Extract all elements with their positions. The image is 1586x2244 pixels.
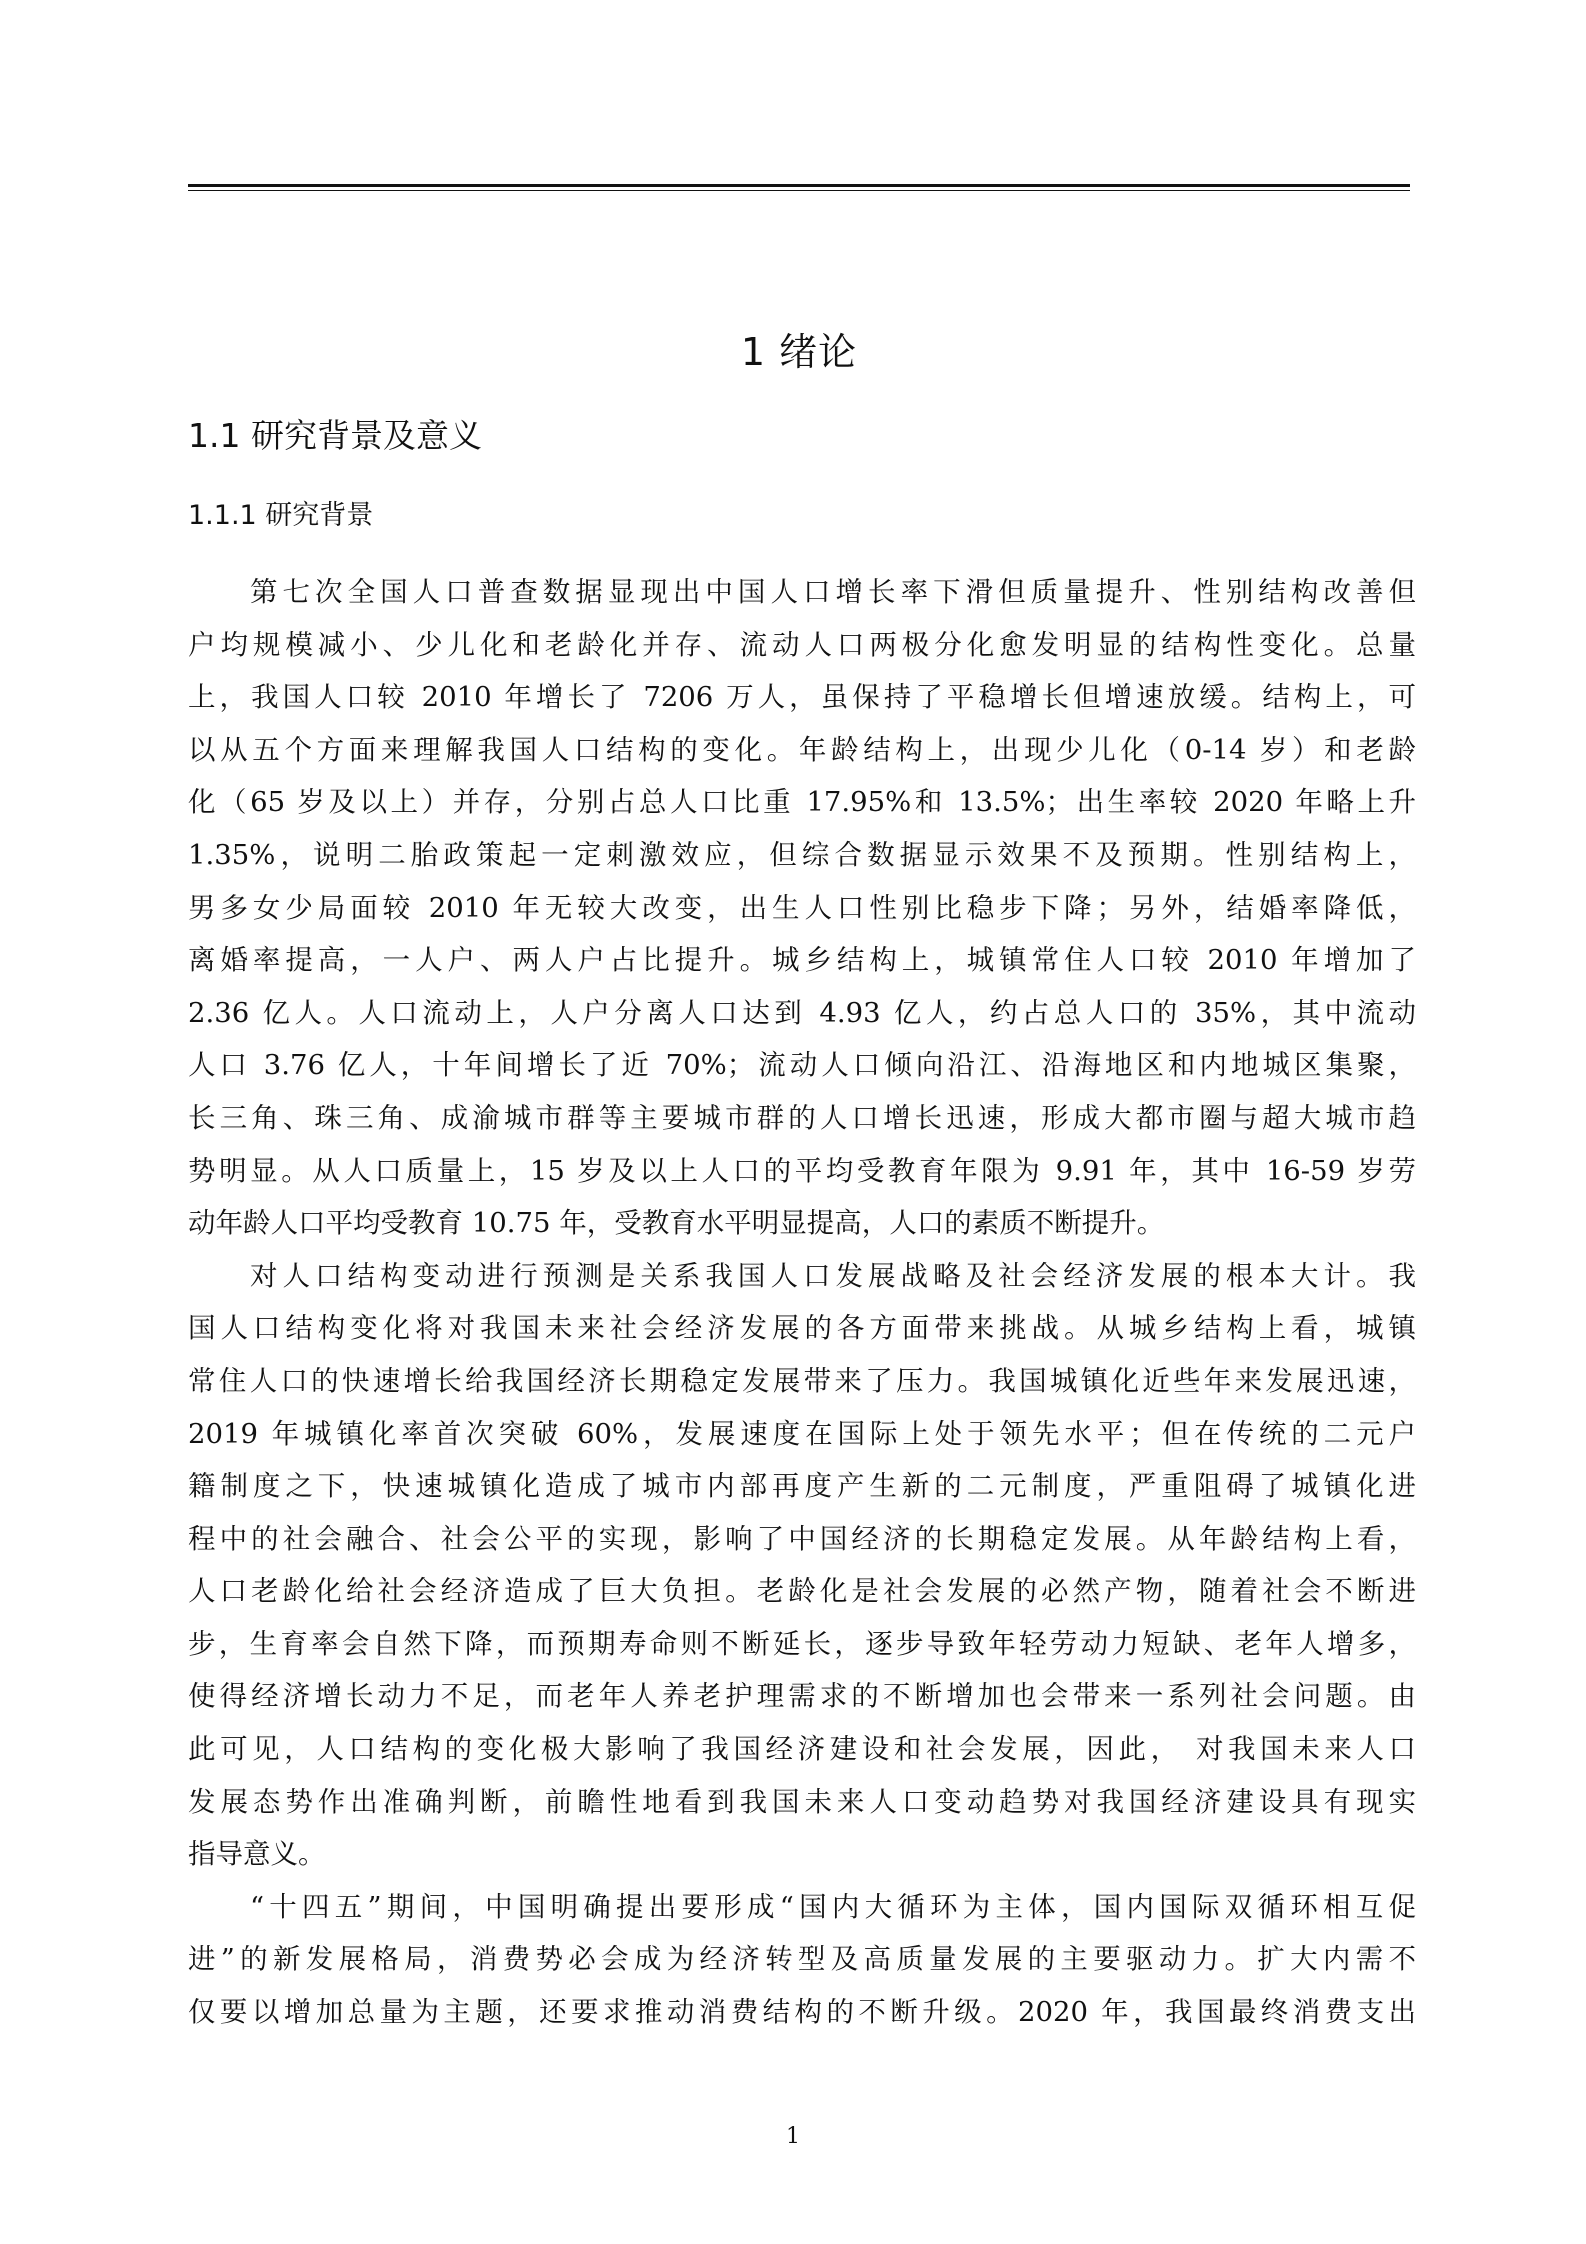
paragraph-line: 此可见，人口结构的变化极大影响了我国经济建设和社会发展，因此， 对我国未来人口	[188, 1733, 1416, 1766]
paragraph-line: 人口 3.76 亿人，十年间增长了近 70%；流动人口倾向沿江、沿海地区和内地城区集聚，	[188, 1049, 1416, 1082]
body-text	[188, 566, 1416, 2039]
page-number: 1	[786, 2124, 800, 2149]
paragraph-line: 以从五个方面来理解我国人口结构的变化。年龄结构上，出现少儿化（0-14 岁）和老龄	[188, 733, 1416, 766]
paragraph-line: 仅要以增加总量为主题，还要求推动消费结构的不断升级。2020 年，我国最终消费支出	[188, 1996, 1416, 2029]
paragraph-line: 进”的新发展格局，消费势必会成为经济转型及高质量发展的主要驱动力。扩大内需不	[188, 1943, 1416, 1976]
header-rule-thin	[188, 190, 1410, 191]
chapter-title: 1 绪论	[740, 330, 858, 374]
paragraph-line: 人口老龄化给社会经济造成了巨大负担。老龄化是社会发展的必然产物，随着社会不断进	[188, 1575, 1416, 1608]
paragraph-line: 常住人口的快速增长给我国经济长期稳定发展带来了压力。我国城镇化近些年来发展迅速，	[188, 1364, 1416, 1397]
subsection-title: 1.1.1 研究背景	[188, 500, 374, 531]
paragraph-line: 发展态势作出准确判断，前瞻性地看到我国未来人口变动趋势对我国经济建设具有现实	[188, 1785, 1416, 1818]
section-title: 1.1 研究背景及意义	[188, 416, 482, 455]
paragraph-line: 长三角、珠三角、成渝城市群等主要城市群的人口增长迅速，形成大都市圈与超大城市趋	[188, 1101, 1416, 1134]
paragraph-line: 程中的社会融合、社会公平的实现，影响了中国经济的长期稳定发展。从年龄结构上看，	[188, 1522, 1416, 1555]
paragraph-line: 使得经济增长动力不足，而老年人养老护理需求的不断增加也会带来一系列社会问题。由	[188, 1680, 1416, 1713]
paragraph-line: 第七次全国人口普查数据显现出中国人口增长率下滑但质量提升、性别结构改善但	[250, 576, 1416, 608]
paragraph-line: “十四五”期间，中国明确提出要形成“国内大循环为主体，国内国际双循环相互促	[250, 1890, 1416, 1923]
paragraph-line: 国人口结构变化将对我国未来社会经济发展的各方面带来挑战。从城乡结构上看，城镇	[188, 1312, 1416, 1345]
paragraph-line: 男多女少局面较 2010 年无较大改变，出生人口性别比稳步下降；另外，结婚率降低，	[188, 891, 1416, 924]
paragraph-line: 户均规模减小、少儿化和老龄化并存、流动人口两极分化愈发明显的结构性变化。总量	[188, 628, 1416, 661]
paragraph-line: 离婚率提高，一人户、两人户占比提升。城乡结构上，城镇常住人口较 2010 年增加了	[188, 944, 1416, 977]
header-rule-thick	[188, 184, 1410, 187]
paragraph-line: 籍制度之下，快速城镇化造成了城市内部再度产生新的二元制度，严重阻碍了城镇化进	[188, 1470, 1416, 1503]
paragraph-line: 指导意义。	[188, 1838, 326, 1871]
paragraph-line: 1.35%，说明二胎政策起一定刺激效应，但综合数据显示效果不及预期。性别结构上，	[188, 838, 1416, 871]
paragraph-line: 化（65 岁及以上）并存，分别占总人口比重 17.95%和 13.5%；出生率较 2020 年略上升	[188, 786, 1416, 819]
paragraph-line: 动年龄人口平均受教育 10.75 年，受教育水平明显提高，人口的素质不断提升。	[188, 1207, 1165, 1240]
paragraph-line: 上，我国人口较 2010 年增长了 7206 万人，虽保持了平稳增长但增速放缓。结构上，可	[188, 681, 1416, 714]
header-double-rule	[188, 184, 1410, 192]
paragraph-line: 步，生育率会自然下降，而预期寿命则不断延长，逐步导致年轻劳动力短缺、老年人增多，	[188, 1627, 1416, 1660]
paragraph-line: 2.36 亿人。人口流动上，人户分离人口达到 4.93 亿人，约占总人口的 35%，其中流动	[188, 996, 1416, 1029]
paragraph-line: 2019 年城镇化率首次突破 60%，发展速度在国际上处于领先水平；但在传统的二元户	[188, 1417, 1416, 1450]
paragraph-line: 对人口结构变动进行预测是关系我国人口发展战略及社会经济发展的根本大计。我	[250, 1259, 1416, 1292]
paragraph-line: 势明显。从人口质量上，15 岁及以上人口的平均受教育年限为 9.91 年，其中 16-59 岁劳	[188, 1154, 1416, 1187]
